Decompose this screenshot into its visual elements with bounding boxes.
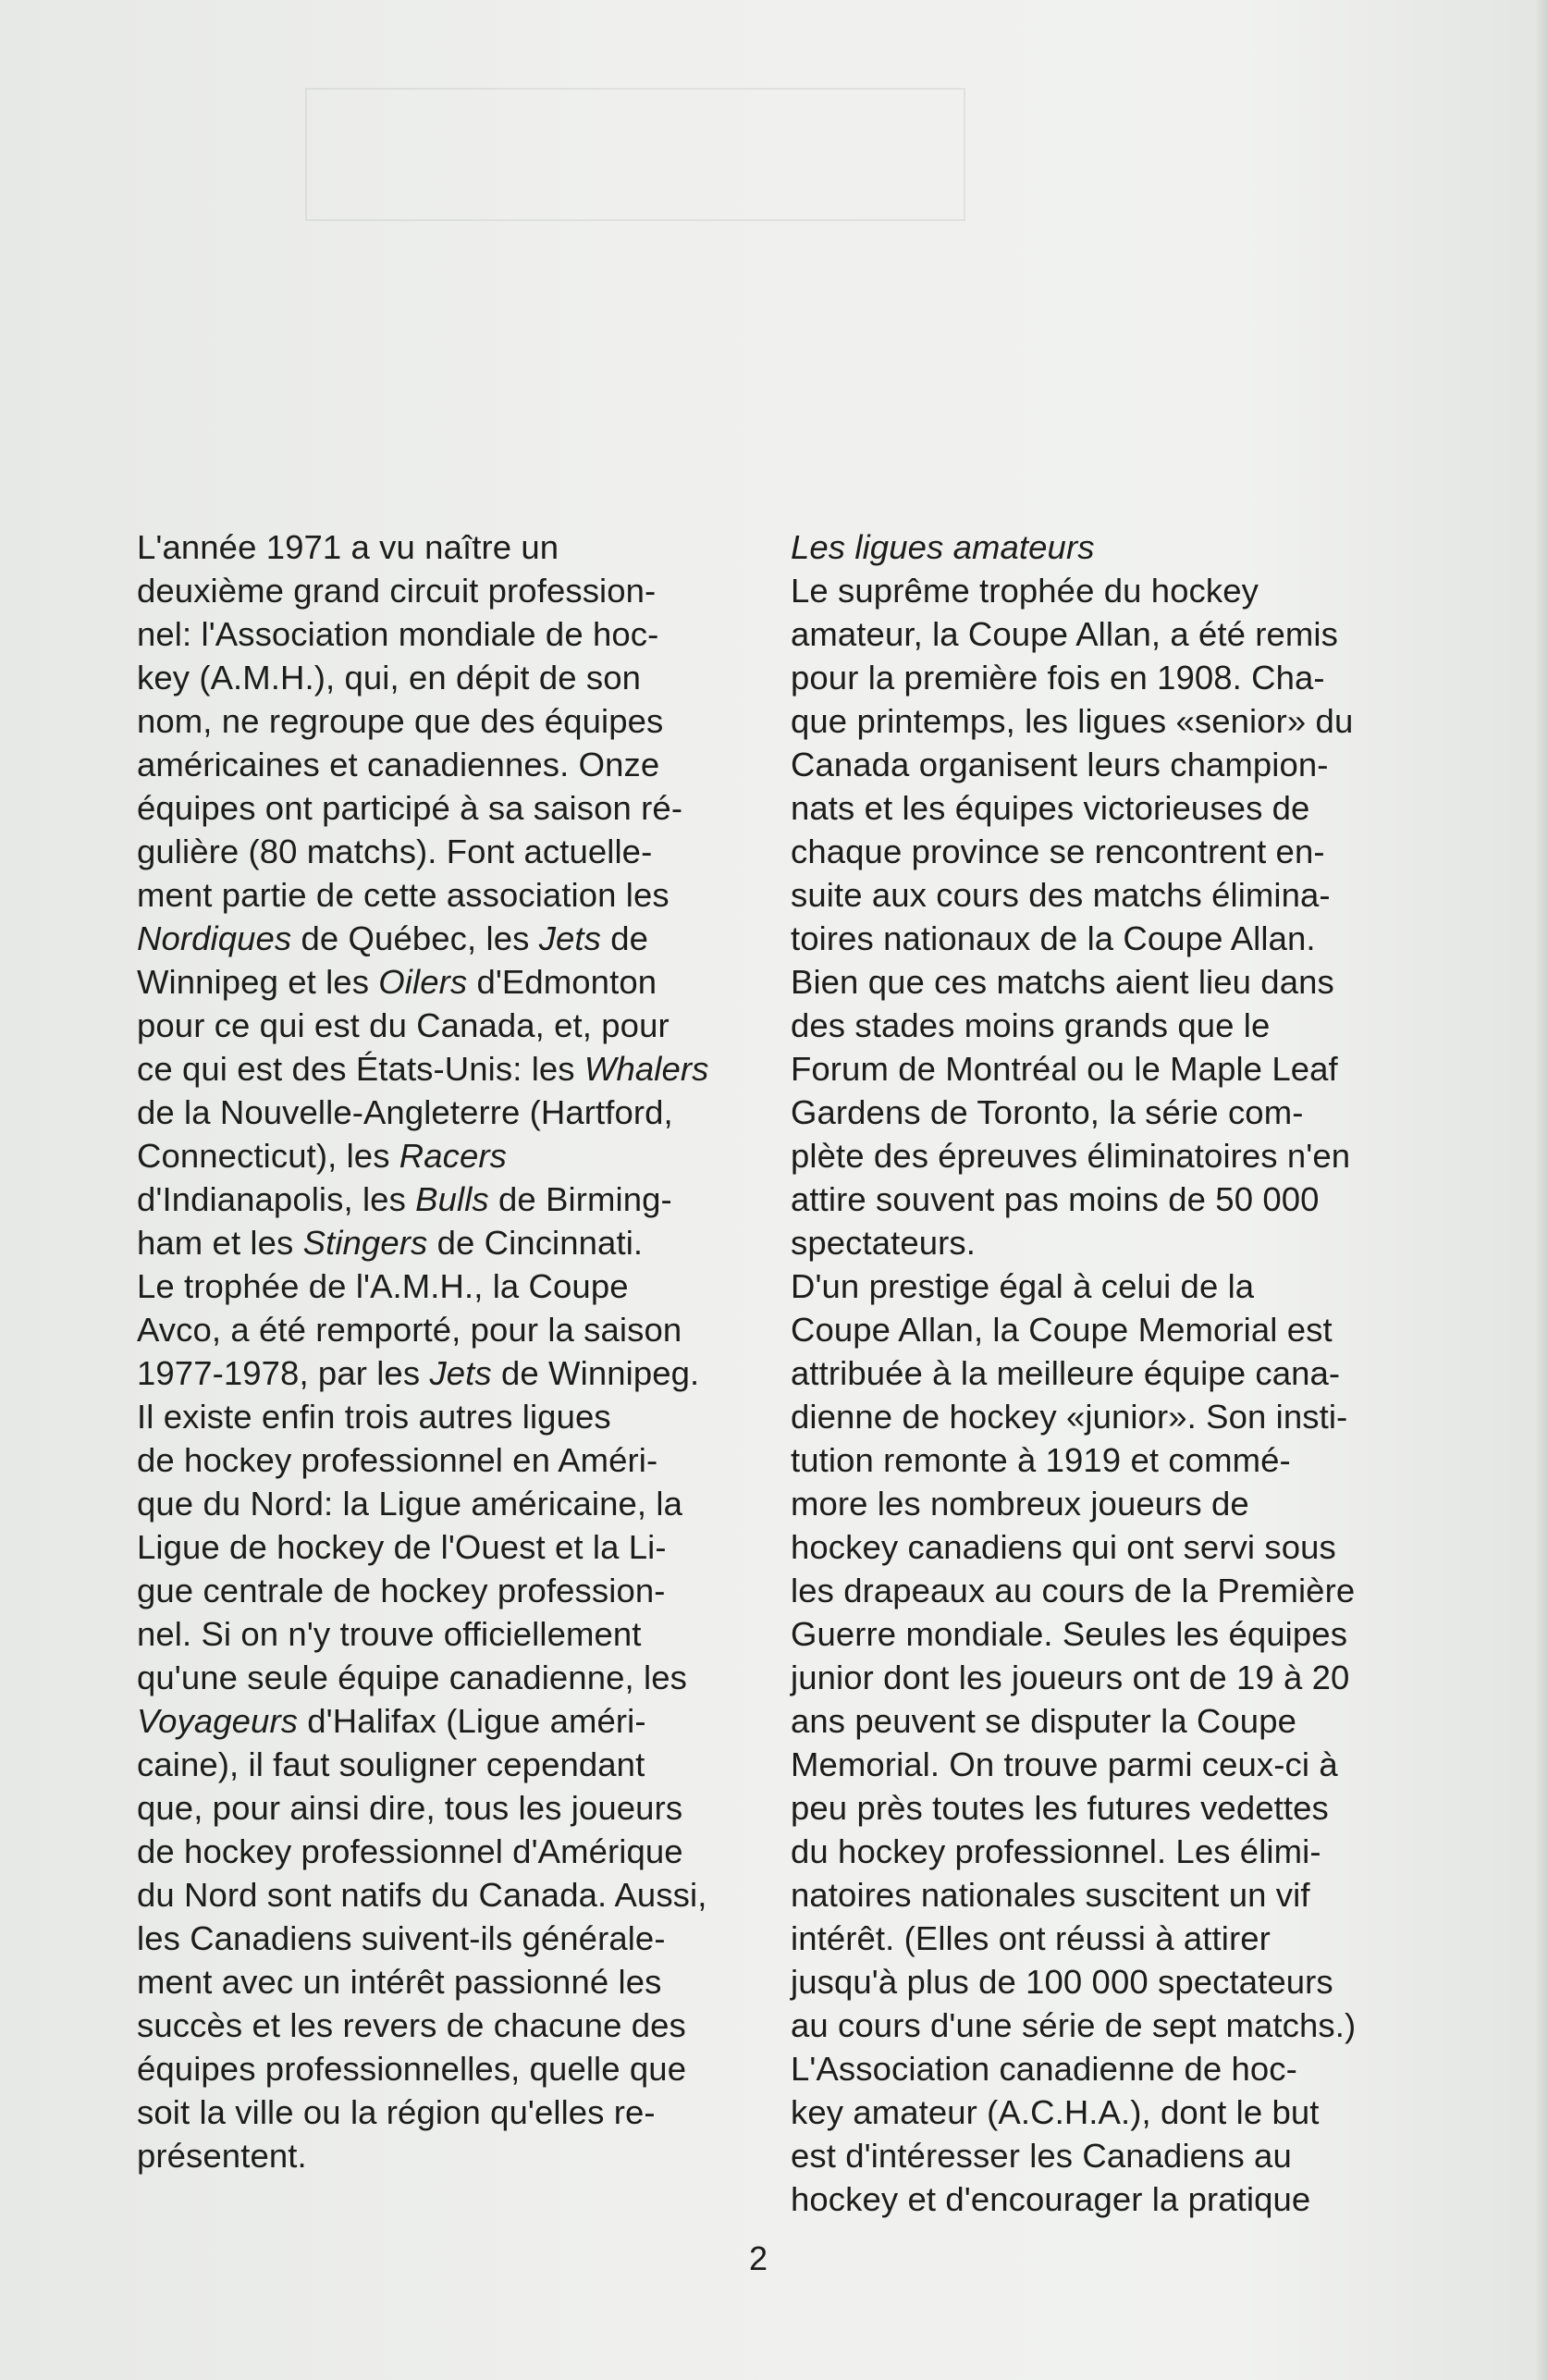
text-line — [791, 1134, 1406, 1178]
text-line — [791, 1438, 1406, 1482]
text-run: Bien que ces matchs aient lieu dans — [791, 963, 1334, 1001]
text-run: nom, ne regroupe que des équipes — [137, 702, 664, 740]
text-line — [137, 569, 747, 612]
text-run: ans peuvent se disputer la Coupe — [791, 1702, 1297, 1740]
text-line — [791, 1264, 1406, 1308]
text-line — [137, 743, 747, 786]
text-line — [791, 1482, 1406, 1525]
text-run: gulière (80 matchs). Font actuelle- — [137, 832, 653, 870]
text-line — [137, 1917, 747, 1960]
text-line — [791, 1569, 1406, 1612]
text-line — [137, 1786, 747, 1830]
text-run: des stades moins grands que le — [791, 1006, 1271, 1044]
text-run: natoires nationales suscitent un vif — [791, 1876, 1310, 1914]
text-line — [791, 656, 1406, 699]
text-line — [137, 2134, 747, 2177]
text-run: key (A.M.H.), qui, en dépit de son — [137, 659, 642, 697]
text-run: peu près toutes les futures vedettes — [791, 1789, 1329, 1827]
text-line — [137, 873, 747, 917]
text-line — [791, 612, 1406, 656]
text-run: intérêt. (Elles ont réussi à attirer — [791, 1919, 1271, 1957]
text-run: pour la première fois en 1908. Cha- — [791, 659, 1325, 697]
text-run: chaque province se rencontrent en- — [791, 832, 1325, 870]
text-run: au cours d'une série de sept matchs.) — [791, 2006, 1357, 2044]
paragraph — [137, 1395, 747, 2177]
italic-team-name: Bulls — [415, 1180, 489, 1218]
paragraph — [791, 1264, 1406, 2047]
faint-bleed-through-box — [305, 88, 965, 221]
page-edge-shadow — [1535, 0, 1548, 2380]
text-run: équipes ont participé à sa saison ré- — [137, 789, 683, 827]
text-line — [137, 1047, 747, 1091]
text-run: jusqu'à plus de 100 000 spectateurs — [791, 1963, 1333, 2001]
text-line — [137, 1830, 747, 1873]
italic-team-name: Voyageurs — [137, 1702, 299, 1740]
text-run: Memorial. On trouve parmi ceux-ci à — [791, 1745, 1338, 1783]
text-run: de — [601, 919, 649, 957]
text-run: ce qui est des États-Unis: les — [137, 1050, 584, 1088]
text-run: de Birming- — [488, 1180, 672, 1218]
text-line — [791, 1091, 1406, 1134]
text-run: de Québec, les — [291, 919, 539, 957]
text-run: amateur, la Coupe Allan, a été remis — [791, 615, 1338, 653]
text-line — [137, 2090, 747, 2134]
text-line — [137, 1178, 747, 1221]
text-run: tution remonte à 1919 et commé- — [791, 1441, 1291, 1479]
text-run: dienne de hockey «junior». Son insti- — [791, 1398, 1348, 1436]
italic-team-name: Jets — [538, 919, 602, 957]
text-line — [791, 2177, 1406, 2221]
text-line — [137, 656, 747, 699]
text-run: attire souvent pas moins de 50 000 — [791, 1180, 1320, 1218]
text-run: est d'intéresser les Canadiens au — [791, 2137, 1292, 2175]
text-line — [137, 1873, 747, 1917]
text-run: plète des épreuves éliminatoires n'en — [791, 1137, 1351, 1175]
text-run: Avco, a été remporté, pour la saison — [137, 1311, 682, 1349]
text-line — [791, 873, 1406, 917]
text-run: d'Edmonton — [467, 963, 657, 1001]
text-run: de Winnipeg. — [491, 1354, 700, 1392]
paragraph — [791, 569, 1406, 1264]
text-run: américaines et canadiennes. Onze — [137, 746, 660, 783]
text-run: spectateurs. — [791, 1224, 977, 1262]
text-line — [791, 569, 1406, 612]
text-line — [791, 1699, 1406, 1743]
text-line — [791, 1395, 1406, 1438]
text-run: de hockey professionnel en Améri- — [137, 1441, 658, 1479]
text-run: Ligue de hockey de l'Ouest et la Li- — [137, 1528, 667, 1566]
text-line — [137, 2004, 747, 2047]
text-run: toires nationaux de la Coupe Allan. — [791, 919, 1316, 957]
text-run: caine), il faut souligner cependant — [137, 1745, 645, 1783]
text-line — [137, 612, 747, 656]
text-run: key amateur (A.C.H.A.), dont le but — [791, 2093, 1320, 2131]
text-run: L'année 1971 a vu naître un — [137, 528, 559, 566]
text-line — [137, 1091, 747, 1134]
text-run: équipes professionnelles, quelle que — [137, 2050, 687, 2088]
text-line — [791, 786, 1406, 830]
text-run: more les nombreux joueurs de — [791, 1485, 1249, 1523]
text-line — [791, 960, 1406, 1004]
text-line — [791, 830, 1406, 873]
text-line — [137, 960, 747, 1004]
text-line — [791, 1917, 1406, 1960]
italic-team-name: Jets — [429, 1354, 492, 1392]
text-line — [791, 2004, 1406, 2047]
text-line — [791, 1786, 1406, 1830]
text-run: Coupe Allan, la Coupe Memorial est — [791, 1311, 1333, 1349]
text-run: succès et les revers de chacune des — [137, 2006, 686, 2044]
text-run: nats et les équipes victorieuses de — [791, 789, 1310, 827]
text-run: Forum de Montréal ou le Maple Leaf — [791, 1050, 1338, 1088]
text-run: Guerre mondiale. Seules les équipes — [791, 1615, 1348, 1653]
text-line — [137, 525, 747, 569]
text-line — [137, 1525, 747, 1569]
text-line — [791, 1656, 1406, 1699]
text-line — [137, 1569, 747, 1612]
text-line — [791, 2090, 1406, 2134]
text-line — [137, 830, 747, 873]
text-line — [137, 1395, 747, 1438]
text-line — [137, 1656, 747, 1699]
text-line — [791, 1830, 1406, 1873]
text-run: ment partie de cette association les — [137, 876, 670, 914]
text-line — [137, 1134, 747, 1178]
text-line — [137, 1960, 747, 2004]
text-line — [137, 2047, 747, 2090]
text-run: qu'une seule équipe canadienne, les — [137, 1659, 687, 1696]
text-run: Winnipeg et les — [137, 963, 379, 1001]
text-run: Canada organisent leurs champion- — [791, 746, 1329, 783]
text-line — [791, 1612, 1406, 1656]
italic-team-name: Stingers — [302, 1224, 428, 1262]
text-run: d'Halifax (Ligue améri- — [298, 1702, 646, 1740]
text-line — [791, 743, 1406, 786]
text-run: suite aux cours des matchs élimina- — [791, 876, 1331, 914]
text-run: que printemps, les ligues «senior» du — [791, 702, 1354, 740]
section-heading: Les ligues amateurs — [791, 528, 1095, 566]
text-run: 1977-1978, par les — [137, 1354, 430, 1392]
text-run: du hockey professionnel. Les élimi- — [791, 1832, 1321, 1870]
text-line — [137, 1612, 747, 1656]
text-run: de hockey professionnel d'Amérique — [137, 1832, 683, 1870]
text-run: nel. Si on n'y trouve officiellement — [137, 1615, 642, 1653]
text-line — [791, 1178, 1406, 1221]
text-run: attribuée à la meilleure équipe cana- — [791, 1354, 1341, 1392]
text-run: nel: l'Association mondiale de hoc- — [137, 615, 659, 653]
text-line — [137, 917, 747, 960]
text-run: de la Nouvelle-Angleterre (Hartford, — [137, 1093, 673, 1131]
text-line — [791, 1873, 1406, 1917]
text-line — [791, 1960, 1406, 2004]
text-run: Connecticut), les — [137, 1137, 399, 1175]
left-text-column — [137, 525, 747, 2177]
text-line — [137, 1438, 747, 1482]
text-line — [137, 1482, 747, 1525]
text-run: ment avec un intérêt passionné les — [137, 1963, 662, 2001]
paragraph — [791, 2047, 1406, 2221]
text-run: pour ce qui est du Canada, et, pour — [137, 1006, 670, 1044]
text-line — [791, 1351, 1406, 1395]
text-run: D'un prestige égal à celui de la — [791, 1267, 1255, 1305]
text-line — [137, 786, 747, 830]
paragraph — [137, 525, 747, 1264]
text-run: Le suprême trophée du hockey — [791, 572, 1259, 610]
text-run: les drapeaux au cours de la Première — [791, 1572, 1356, 1609]
text-line — [791, 1004, 1406, 1047]
page-number: 2 — [748, 2239, 768, 2277]
text-line — [791, 1047, 1406, 1091]
text-line — [137, 1743, 747, 1786]
text-line — [137, 1351, 747, 1395]
italic-team-name: Oilers — [378, 963, 468, 1001]
text-run: que du Nord: la Ligue américaine, la — [137, 1485, 682, 1523]
text-line — [791, 1308, 1406, 1351]
paragraph — [137, 1264, 747, 1395]
text-line — [137, 699, 747, 743]
text-run: L'Association canadienne de hoc- — [791, 2050, 1297, 2088]
text-line — [791, 1743, 1406, 1786]
text-line — [137, 1699, 747, 1743]
text-run: junior dont les joueurs ont de 19 à 20 — [791, 1659, 1350, 1696]
text-run: d'Indianapolis, les — [137, 1180, 416, 1218]
italic-team-name: Nordiques — [137, 919, 292, 957]
text-line — [791, 1221, 1406, 1264]
text-run: du Nord sont natifs du Canada. Aussi, — [137, 1876, 707, 1914]
text-line — [791, 917, 1406, 960]
text-run: hockey canadiens qui ont servi sous — [791, 1528, 1336, 1566]
text-run: Le trophée de l'A.M.H., la Coupe — [137, 1267, 629, 1305]
text-line — [137, 1264, 747, 1308]
text-line — [137, 1221, 747, 1264]
italic-team-name: Racers — [399, 1137, 508, 1175]
text-run: Gardens de Toronto, la série com- — [791, 1093, 1304, 1131]
text-run: que, pour ainsi dire, tous les joueurs — [137, 1789, 683, 1827]
text-run: les Canadiens suivent-ils générale- — [137, 1919, 666, 1957]
italic-team-name: Whalers — [584, 1050, 709, 1088]
text-run: Il existe enfin trois autres ligues — [137, 1398, 611, 1436]
text-run: hockey et d'encourager la pratique — [791, 2180, 1311, 2218]
text-line — [791, 2047, 1406, 2090]
text-run: deuxième grand circuit profession- — [137, 572, 657, 610]
text-run: présentent. — [137, 2137, 307, 2175]
text-run: de Cincinnati. — [427, 1224, 644, 1262]
text-line — [137, 1308, 747, 1351]
text-line — [791, 699, 1406, 743]
text-line — [791, 1525, 1406, 1569]
text-line — [791, 2134, 1406, 2177]
text-run: ham et les — [137, 1224, 303, 1262]
text-run: soit la ville ou la région qu'elles re- — [137, 2093, 656, 2131]
text-line — [137, 1004, 747, 1047]
text-run: gue centrale de hockey profession- — [137, 1572, 666, 1609]
right-text-column — [791, 525, 1406, 2221]
